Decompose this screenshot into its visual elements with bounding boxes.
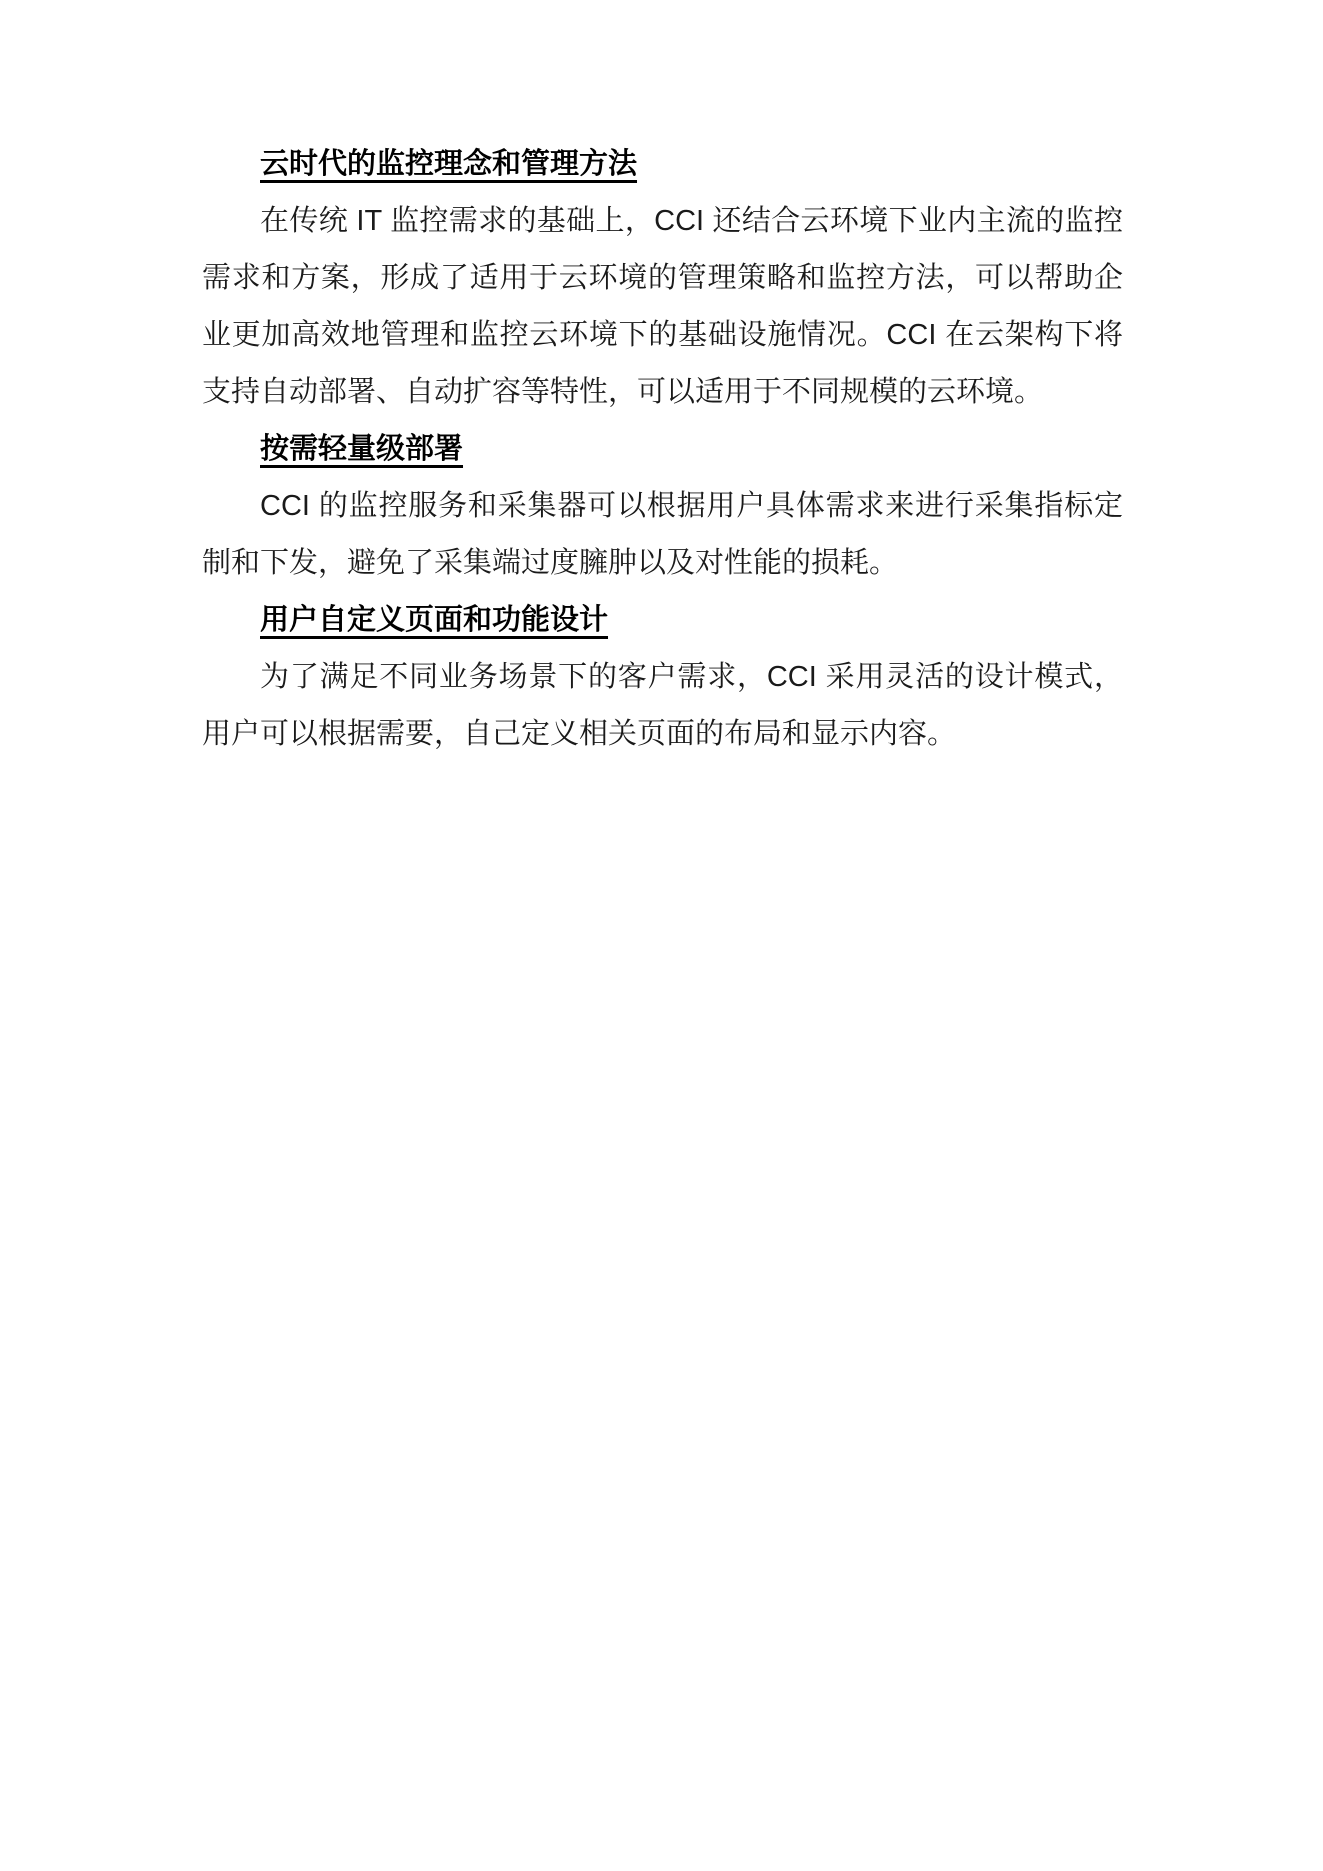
section-lightweight-deployment bbox=[202, 421, 1123, 592]
section-heading-text: 用户自定义页面和功能设计 bbox=[260, 604, 609, 636]
section-heading-text: 按需轻量级部署 bbox=[260, 433, 464, 465]
section-heading bbox=[202, 592, 1123, 649]
section-paragraph: 为了满足不同业务场景下的客户需求，CCI 采用灵活的设计模式，用户可以根据需要，自己定义相关页面的布局和显示内容。 bbox=[202, 661, 1123, 750]
section-paragraph: 在传统 IT 监控需求的基础上，CCI 还结合云环境下业内主流的监控需求和方案，形成了适用于云环境的管理策略和监控方法，可以帮助企业更加高效地管理和监控云环境下的基础设施情况。CCI 在云架构下将支持自动部署、自动扩容等特性，可以适用于不同规模的云环境。 bbox=[202, 205, 1123, 408]
section-heading bbox=[202, 136, 1123, 193]
section-custom-pages bbox=[202, 592, 1123, 763]
section-cloud-era-monitoring bbox=[202, 136, 1123, 421]
section-heading bbox=[202, 421, 1123, 478]
section-heading-text: 云时代的监控理念和管理方法 bbox=[260, 148, 638, 180]
section-paragraph: CCI 的监控服务和采集器可以根据用户具体需求来进行采集指标定制和下发，避免了采集端过度臃肿以及对性能的损耗。 bbox=[202, 490, 1123, 579]
